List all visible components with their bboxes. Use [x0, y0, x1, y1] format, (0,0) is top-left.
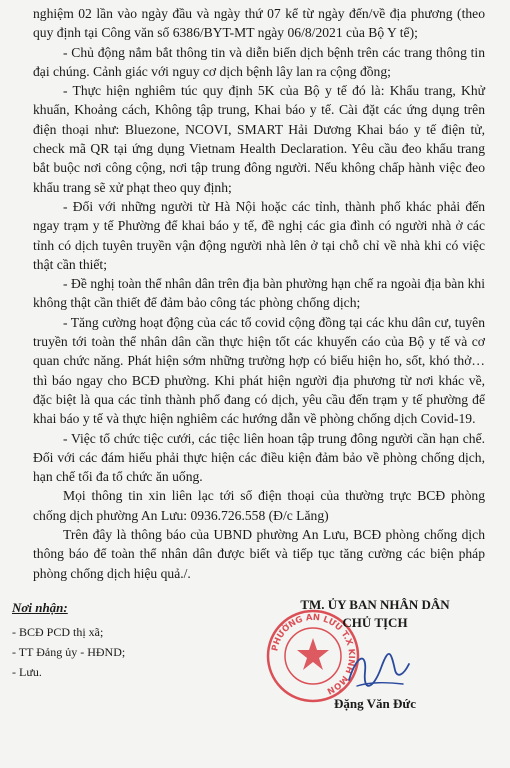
paragraph-stay-informed: - Chủ động nắm bắt thông tin và diễn biến dịch bệnh trên các trang thông tin đại chúng. Cảnh giác với nguy cơ dịch bệnh lây lan ra cộng đồng;	[33, 44, 485, 79]
signer-name: Đặng Văn Đức	[334, 696, 416, 711]
paragraph-closing: Trên đây là thông báo của UBND phường An Lưu, BCĐ phòng chống dịch thông báo để toàn thể nhân dân được biết và tiếp tục tăng cường các biện pháp phòng chống dịch hiệu quả./.	[33, 527, 485, 581]
paragraph-events: - Việc tổ chức tiệc cưới, các tiệc liên hoan tập trung đông người cần hạn chế. Đối với các đám hiếu phải thực hiện các điều kiện đảm bảo về phòng chống dịch, hạn chế tối đa tổ chức ăn uống.	[33, 430, 485, 485]
paragraph-limit-travel: - Đề nghị toàn thể nhân dân trên địa bàn phường hạn chế ra ngoài địa bàn khi không thật cần thiết để đảm bảo công tác phòng chống dịch;	[33, 276, 485, 311]
paragraph-5k-rules: - Thực hiện nghiêm túc quy định 5K của Bộ y tế đó là: Khẩu trang, Khử khuẩn, Khoảng cách, Không tập trung, Khai báo y tế. Cài đặt các ứng dụng trên điện thoại như: Bluezone, NCOVI, SMART Hải Dương Khai báo y tế điện tử, check mã QR tại ứng dụng Vietnam Health Declaration. Yêu cầu đeo khẩu trang bắt buộc nơi công cộng, nơi tập trung đông người. Nếu không chấp hành việc đeo khẩu trang sẽ xử phạt theo quy định;	[33, 83, 485, 195]
signer-role: CHỦ TỊCH	[342, 615, 408, 630]
svg-text:PHƯỜNG AN LƯU T.X KINH MÔN: PHƯỜNG AN LƯU T.X KINH MÔN	[270, 612, 357, 696]
recipient-item: - TT Đảng ủy - HĐND;	[12, 645, 126, 659]
recipients-title: Nơi nhận:	[12, 600, 68, 615]
handwritten-signature	[343, 646, 413, 694]
signature-block	[255, 596, 495, 711]
paragraph-covid-teams: - Tăng cường hoạt động của các tổ covid cộng đồng tại các khu dân cư, tuyên truyền tới toàn thể nhân dân cần thực hiện tốt các khuyến cáo của Bộ y tế và cơ quan chức năng. Phát hiện sớm những trường hợp có biểu hiện ho, sốt, khó thở… thì báo ngay cho BCĐ phường. Khi phát hiện người địa phương từ nơi khác về, đặc biệt là qua các tỉnh thành phố đang có dịch, yêu cầu đến trạm y tế phường để khai báo y tế và thực hiện nghiêm các hướng dẫn về phòng chống dịch Covid-19.	[33, 314, 485, 427]
document-body	[33, 4, 485, 583]
document-footer	[0, 590, 510, 768]
signer-organization: TM. ỦY BAN NHÂN DÂN	[300, 597, 450, 612]
paragraph-contact: Mọi thông tin xin liên lạc tới số điện thoại của thường trực BCĐ phòng chống dịch phường An Lưu: 0936.726.558 (Đ/c Lăng)	[33, 488, 485, 523]
recipient-item: - BCĐ PCD thị xã;	[12, 625, 104, 639]
recipients-block	[12, 600, 232, 682]
recipient-item: - Lưu.	[12, 665, 42, 679]
paragraph-continuation: nghiệm 02 lần vào ngày đầu và ngày thứ 07 kể từ ngày đến/về địa phương (theo quy định tại Công văn số 6386/BYT-MT ngày 06/8/2021 của Bộ Y tế);	[33, 6, 485, 41]
paragraph-travelers: - Đối với những người từ Hà Nội hoặc các tỉnh, thành phố khác phải đến ngay trạm y tế Phường để khai báo y tế, đề nghị các gia đình có người nhà ở các tỉnh có dịch tuyên truyền vận động người nhà lên ở tại chỗ chỉ về nhà khi có việc thật cần thiết;	[33, 198, 485, 272]
